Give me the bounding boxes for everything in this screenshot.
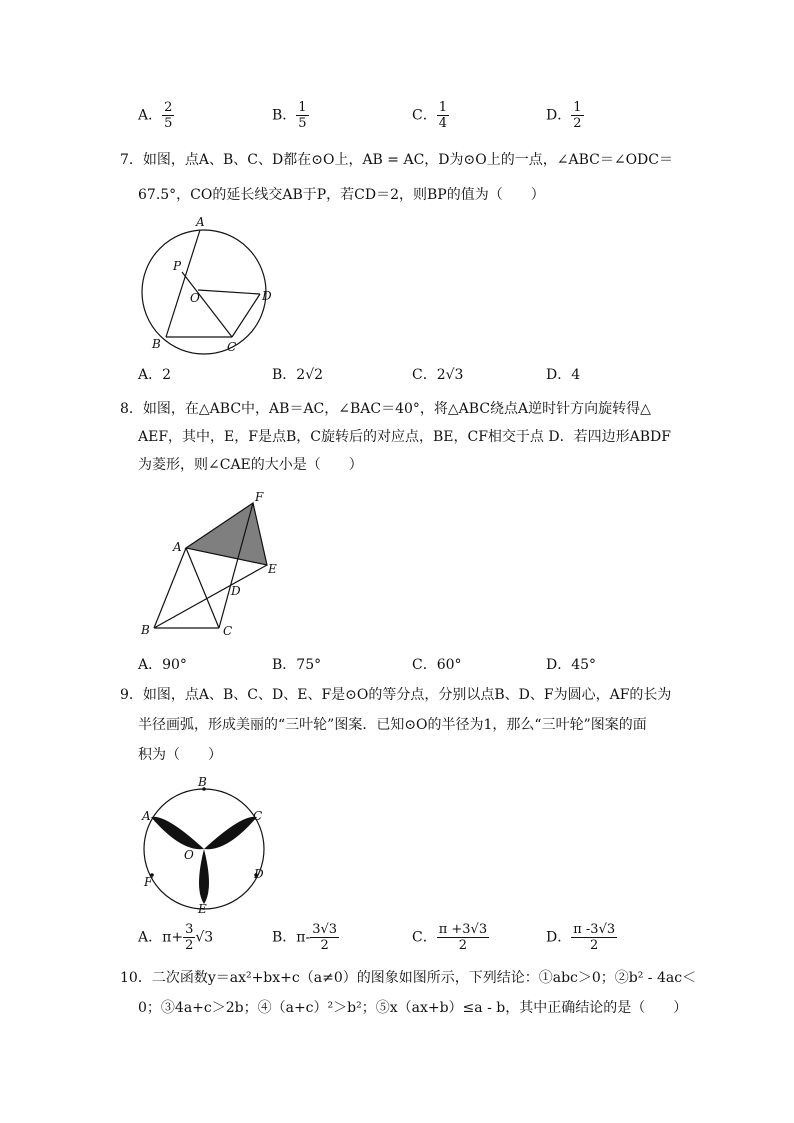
q8-stem-line1: 8．如图，在△ABC中，AB＝AC，∠BAC＝40°，将△ABC绕点A逆时针方向旋转得△	[120, 401, 651, 417]
fraction: $\frac{1}{4}$	[438, 100, 447, 131]
q8-option-b[interactable]: B．75°	[272, 657, 322, 673]
q9-stem-line1: 9．如图，点A、B、C、D、E、F是⊙O的等分点，分别以点B、D、F为圆心，AF的长为	[120, 687, 672, 703]
q7-option-d[interactable]: D．4	[546, 367, 581, 383]
q6-option-c[interactable]: C． $\frac{1}{4}$	[412, 100, 447, 131]
label-c: C	[223, 624, 233, 638]
shaded-triangle-aef	[186, 503, 267, 565]
q10-stem-line1: 10．二次函数y＝ax²+bx+c（a≠0）的图象如图所示，下列结论：①abc＞0；②b² - 4ac＜	[120, 970, 697, 986]
segment-ca	[186, 548, 219, 628]
q8-option-d[interactable]: D．45°	[546, 657, 597, 673]
label-d: D	[231, 584, 241, 598]
q7-option-b[interactable]: B．2√2	[272, 367, 324, 383]
q7-option-c[interactable]: C．2√3	[412, 367, 464, 383]
fraction: $\frac{1}{2}$	[573, 100, 582, 131]
segment-be	[154, 565, 267, 628]
q6-option-a[interactable]: A． $\frac{2}{5}$	[138, 100, 173, 131]
label-c: C	[227, 340, 237, 354]
label-f: F	[144, 875, 153, 889]
fraction: $\frac{\pi -3√3}{2}$	[573, 922, 616, 953]
circle-o	[142, 230, 266, 354]
q6-option-b[interactable]: B． $\frac{1}{5}$	[272, 100, 307, 131]
segment-dc	[232, 294, 260, 337]
label-b: B	[198, 775, 207, 789]
label-d: D	[254, 867, 264, 881]
q9-option-a[interactable]: A．π+ $\frac{3}{2}$ √3	[138, 922, 214, 953]
q8-rhombus-diagram	[135, 487, 295, 642]
label-o: O	[190, 291, 200, 305]
fraction: $\frac{3}{2}$	[185, 922, 194, 953]
fraction: $\frac{\pi +3√3}{2}$	[438, 922, 488, 953]
label-a: A	[142, 809, 151, 823]
q8-stem-line3: 为菱形，则∠CAE的大小是（ ）	[138, 457, 363, 473]
q7-circle-diagram	[130, 210, 290, 355]
q8-option-a[interactable]: A．90°	[138, 657, 187, 673]
q6-option-d[interactable]: D． $\frac{1}{2}$	[546, 100, 582, 131]
q9-option-c[interactable]: C． $\frac{\pi +3√3}{2}$	[412, 922, 488, 953]
leaf-e	[199, 849, 209, 904]
q9-stem-line2: 半径画弧，形成美丽的“三叶轮”图案．已知⊙O的半径为1，那么“三叶轮”图案的面	[138, 717, 647, 733]
label-e: E	[268, 562, 277, 576]
label-b: B	[152, 337, 161, 351]
q9-option-b[interactable]: B．π- $\frac{3√3}{2}$	[272, 922, 338, 953]
leaf-a	[151, 817, 204, 849]
label-o: O	[184, 848, 194, 862]
label-f: F	[255, 490, 264, 504]
q7-option-a[interactable]: A．2	[138, 367, 172, 383]
label-a: A	[173, 540, 182, 554]
q8-option-c[interactable]: C．60°	[412, 657, 462, 673]
q9-option-d[interactable]: D． $\frac{\pi -3√3}{2}$	[546, 922, 616, 953]
q9-trefoil-diagram	[138, 772, 273, 917]
label-p: P	[173, 259, 182, 273]
label-a: A	[196, 215, 205, 229]
segment-ab	[166, 230, 200, 337]
segment-ab	[154, 548, 186, 628]
q10-stem-line2: 0；③4a+c＞2b；④（a+c）²＞b²；⑤x（ax+b）≤a - b，其中正确结论的是（ ）	[138, 1000, 688, 1016]
q7-stem-line2: 67.5°，CO的延长线交AB于P，若CD＝2，则BP的值为（ ）	[138, 187, 545, 203]
label-c: C	[253, 809, 263, 823]
segment-od	[198, 290, 260, 294]
fraction: $\frac{3√3}{2}$	[312, 922, 338, 953]
label-b: B	[141, 623, 150, 637]
q9-stem-line3: 积为（ ）	[138, 747, 222, 763]
fraction: $\frac{1}{5}$	[298, 100, 307, 131]
label-d: D	[262, 289, 272, 303]
leaf-c	[204, 817, 257, 849]
label-e: E	[198, 902, 207, 916]
q7-stem-line1: 7．如图，点A、B、C、D都在⊙O上，AB = AC，D为⊙O上的一点，∠ABC＝∠ODC＝	[120, 152, 673, 168]
q8-stem-line2: AEF，其中，E，F是点B，C旋转后的对应点，BE，CF相交于点 D．若四边形ABDF	[138, 429, 671, 445]
fraction: $\frac{2}{5}$	[164, 100, 173, 131]
